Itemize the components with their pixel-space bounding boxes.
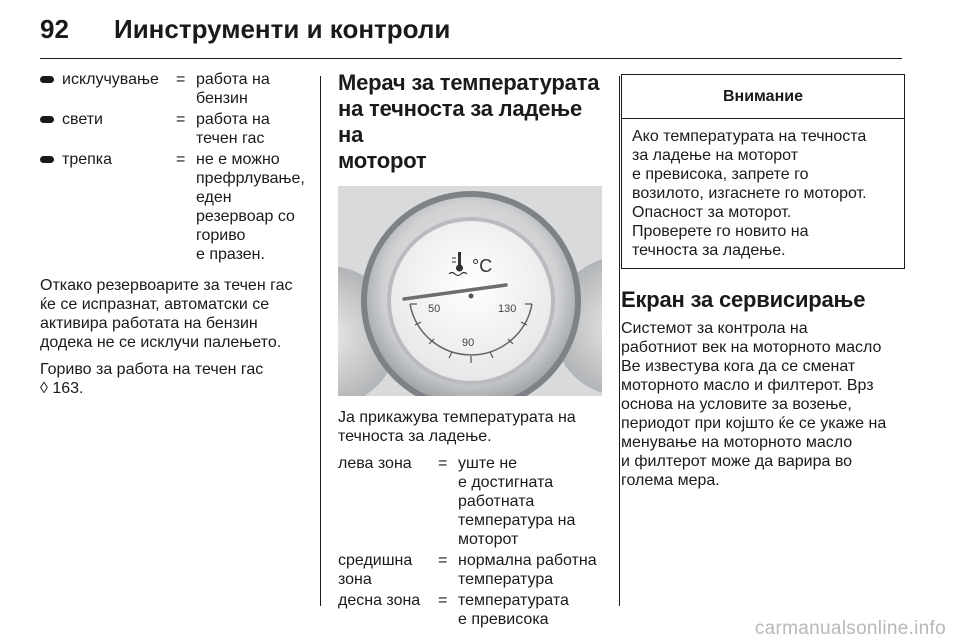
zone-row-middle — [338, 551, 606, 589]
gauge-scale-label: 130 — [498, 303, 517, 315]
warning-text: Ако температурата на течноста за ладење на моторот е превисока, запрете го возилото, изгаснете го моторот. Опасност за моторот. Проверете го новито на течноста за ладење. — [632, 128, 867, 259]
legend-equals: = — [176, 151, 186, 168]
zone-value: уште не е достигната работната температура на моторот — [458, 455, 576, 548]
coolant-gauge-image — [338, 186, 602, 396]
legend-key: трепка — [62, 151, 113, 168]
gauge-scale-label: 50 — [428, 303, 441, 315]
legend-value: не е можно префрлување, еден резервоар со гориво е празен. — [196, 151, 305, 263]
indicator-dash-icon — [40, 116, 54, 123]
page-number: 92 — [40, 14, 69, 44]
warning-box — [621, 74, 905, 269]
legend-equals: = — [176, 111, 186, 128]
zone-row-right — [338, 591, 606, 629]
zone-equals: = — [438, 592, 448, 609]
column-left — [40, 70, 308, 406]
page-title: Иинструменти и контроли — [114, 14, 451, 44]
legend-row-off — [40, 70, 308, 108]
gauge-caption: Ја прикажува температурата на течноста за ладење. — [338, 409, 576, 445]
section-title-coolant-gauge: Мерач за температурата на течноста за ладење на моторот — [338, 70, 600, 173]
legend-value: работа на течен гас — [196, 111, 270, 147]
legend-row-flashing — [40, 150, 308, 264]
service-display-body: Системот за контрола на работниот век на моторното масло Ве известува кога да се сменат моторното масло и филтерот. Врз основа на условите за возење, периодот при којшто ќе се укаже на менување на моторното масло и филтерот може да варира во голема мера. — [621, 320, 887, 489]
zone-equals: = — [438, 455, 448, 472]
gauge-scale-label: 90 — [462, 337, 475, 349]
legend-key: свети — [62, 111, 103, 128]
column-right — [621, 74, 905, 498]
page-header — [40, 14, 910, 54]
page-reference-icon: ◊ — [40, 380, 48, 397]
column-middle — [338, 70, 606, 631]
footer-watermark: carmanualsonline.info — [754, 618, 946, 639]
legend-value: работа на бензин — [196, 71, 270, 107]
zone-equals: = — [438, 552, 448, 569]
legend-row-on — [40, 110, 308, 148]
paragraph-lpg-reference: Гориво за работа на течен гас ◊ 163. — [40, 361, 264, 397]
zone-key: десна зона — [338, 592, 421, 609]
indicator-dash-icon — [40, 156, 54, 163]
zone-key: лева зона — [338, 455, 412, 472]
column-divider-2 — [619, 76, 620, 606]
legend-equals: = — [176, 71, 186, 88]
paragraph-lpg-empty: Откако резервоарите за течен гас ќе се испразнат, автоматски се активира работата на бензин додека не се исклучи палењето. — [40, 277, 293, 351]
section-title-service-display: Екран за сервисирање — [621, 287, 866, 312]
warning-title: Внимание — [622, 75, 904, 119]
header-rule — [40, 58, 902, 59]
zone-value: нормална работна температура — [458, 552, 597, 588]
zone-key: средишна зона — [338, 552, 413, 588]
page-reference-link[interactable]: 163. — [47, 380, 84, 397]
coolant-gauge-illustration — [338, 186, 602, 396]
zone-value: температурата е превисока — [458, 592, 569, 628]
gauge-unit-label: °C — [472, 256, 493, 276]
column-divider-1 — [320, 76, 321, 606]
legend-key: исклучување — [62, 71, 159, 88]
zone-row-left — [338, 454, 606, 549]
indicator-dash-icon — [40, 76, 54, 83]
